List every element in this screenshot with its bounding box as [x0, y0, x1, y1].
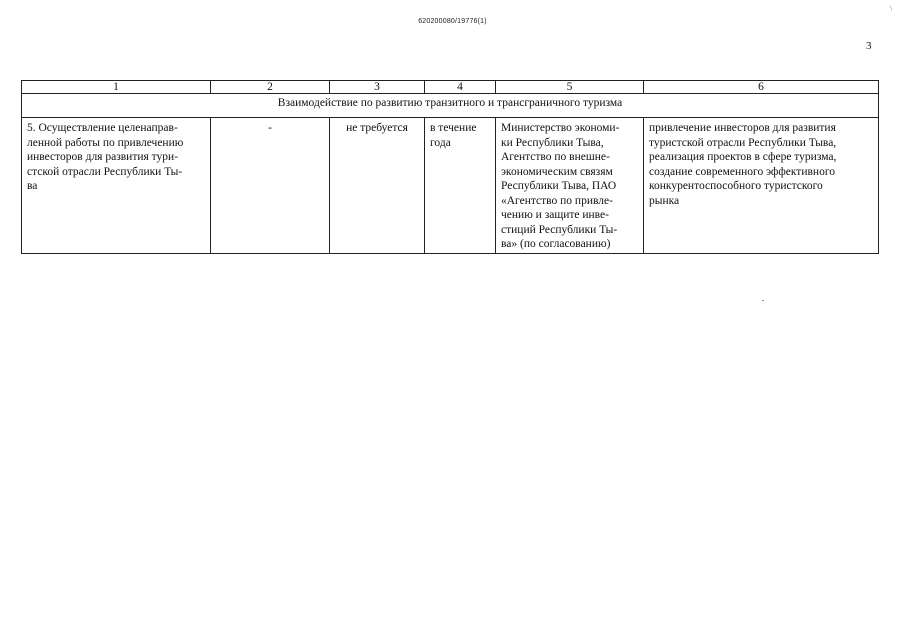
responsible-line: стиций Республики Ты-	[501, 223, 618, 236]
document-id: 620200080/19776(1)	[418, 18, 487, 25]
result-line: создание современного эффективного	[649, 165, 836, 178]
financing-need-cell: не требуется	[330, 118, 425, 254]
column-number-6: 6	[644, 81, 879, 94]
column-number-1: 1	[22, 81, 211, 94]
column-number-row	[22, 81, 879, 94]
funding-cell: -	[211, 118, 330, 254]
section-title: Взаимодействие по развитию транзитного и трансграничного туризма	[22, 94, 879, 118]
responsible-line: ки Республики Тыва,	[501, 136, 604, 149]
result-line: туристской отрасли Республики Тыва,	[649, 136, 837, 149]
result-line: реализация проектов в сфере туризма,	[649, 151, 837, 163]
column-number-2: 2	[211, 81, 330, 94]
measure-line: ва	[27, 180, 38, 192]
responsible-line: «Агентство по привле-	[501, 194, 613, 207]
responsible-cell	[496, 118, 644, 254]
deadline-cell	[425, 118, 496, 254]
column-number-5: 5	[496, 81, 644, 94]
responsible-line: чению и защите инве-	[501, 209, 609, 221]
result-line: конкурентоспособного туристского	[649, 180, 823, 192]
plan-table	[21, 80, 879, 254]
measure-line: инвесторов для развития тури-	[27, 151, 179, 163]
responsible-line: Министерство экономи-	[501, 122, 620, 134]
result-line: рынка	[649, 194, 680, 207]
measure-line: ленной работы по привлечению	[27, 136, 184, 149]
page-number: 3	[866, 40, 872, 52]
measure-line: 5. Осуществление целенаправ-	[27, 122, 178, 134]
section-row	[22, 94, 879, 118]
result-line: привлечение инвесторов для развития	[649, 122, 836, 134]
column-number-4: 4	[425, 81, 496, 94]
responsible-line: Агентство по внешне-	[501, 151, 610, 163]
deadline-line: в течение	[430, 122, 477, 134]
responsible-line: ва» (по согласованию)	[501, 238, 611, 250]
scan-speck	[762, 300, 764, 301]
responsible-line: Республики Тыва, ПАО	[501, 180, 617, 192]
column-number-3: 3	[330, 81, 425, 94]
measure-line: стской отрасли Республики Ты-	[27, 165, 183, 178]
responsible-line: экономическим связям	[501, 165, 613, 178]
deadline-line: года	[430, 136, 451, 149]
table-row	[22, 118, 879, 254]
corner-mark: \	[890, 4, 893, 13]
result-cell	[644, 118, 879, 254]
measure-cell	[22, 118, 211, 254]
